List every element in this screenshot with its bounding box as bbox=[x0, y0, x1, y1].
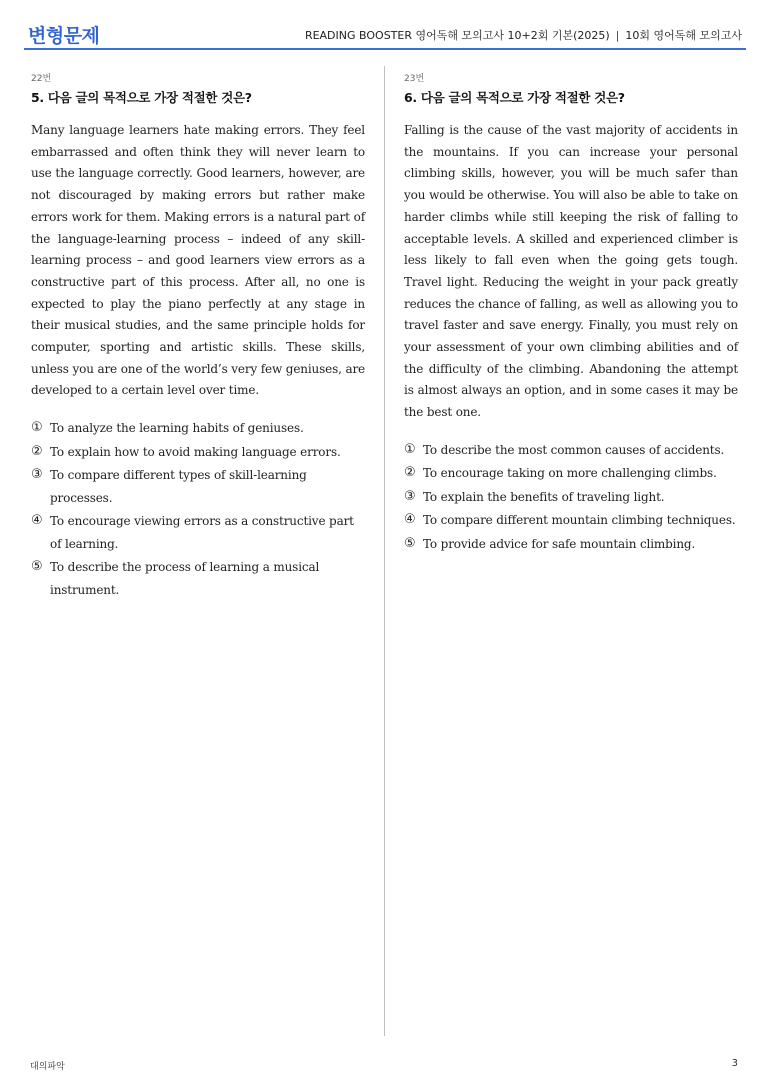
answer-choice-1[interactable] bbox=[31, 417, 365, 440]
choice-number: ④ bbox=[404, 512, 416, 528]
choice-text: To encourage viewing errors as a constructive part of learning. bbox=[50, 514, 354, 551]
answer-choice-5[interactable] bbox=[404, 533, 738, 556]
answer-choice-4[interactable] bbox=[404, 509, 738, 532]
answer-choice-1[interactable] bbox=[404, 439, 738, 462]
choice-number: ① bbox=[31, 420, 43, 436]
choice-number: ③ bbox=[404, 488, 416, 504]
page-header bbox=[24, 18, 746, 50]
book-series: READING BOOSTER 영어독해 모의고사 10+2회 기본(2025) bbox=[304, 29, 610, 42]
answer-choices bbox=[404, 439, 738, 556]
footer-label: 대의파악 bbox=[30, 1062, 65, 1072]
choice-text: To explain how to avoid making language errors. bbox=[50, 444, 341, 459]
book-section: 10회 영어독해 모의고사 bbox=[625, 29, 742, 42]
choice-text: To explain the benefits of traveling light. bbox=[423, 489, 665, 504]
answer-choice-5[interactable] bbox=[31, 556, 365, 601]
question-passage: Many language learners hate making errors. They feel embarrassed and often think they will never learn to use the language correctly. Good learners, however, are not discouraged by making errors but rather make errors work for them. Making errors is a natural part of the language-learning process – indeed of any skill-learning process – and good learners view errors as a constructive part of this process. After all, no one is expected to play the piano perfectly at any stage in their musical studies, and the same principle holds for computer, sporting and artistic skills. These skills, unless you are one of the world’s very few geniuses, are developed to a certain level over time. bbox=[31, 123, 365, 398]
choice-text: To provide advice for safe mountain climbing. bbox=[423, 536, 696, 551]
header-separator: | bbox=[615, 29, 620, 42]
brand-title: 변형문제 bbox=[28, 25, 100, 47]
answer-choice-2[interactable] bbox=[404, 462, 738, 485]
choice-text: To describe the most common causes of accidents. bbox=[423, 442, 725, 457]
choice-number: ② bbox=[31, 443, 43, 459]
choice-number: ③ bbox=[31, 467, 43, 483]
header-book-info bbox=[305, 27, 742, 43]
question-number: 22번 bbox=[31, 74, 52, 84]
choice-number: ② bbox=[404, 465, 416, 481]
choice-number: ⑤ bbox=[31, 559, 43, 575]
answer-choice-3[interactable] bbox=[31, 464, 365, 509]
question-passage: Falling is the cause of the vast majority of accidents in the mountains. If you can increase your personal climbing skills, however, you will be much safer than you would be otherwise. You will also be able to take on harder climbs while still keeping the risk of falling to acceptable levels. A skilled and experienced climber is less likely to fall even when the going gets tough. Travel light. Reducing the weight in your pack greatly reduces the chance of falling, as well as allowing you to travel faster and save energy. Finally, you must rely on your assessment of your own climbing abilities and of the difficulty of the climbing. Abandoning the attempt is almost always an option, and in some cases it may be the best one. bbox=[404, 123, 738, 420]
choice-number: ① bbox=[404, 441, 416, 457]
choice-number: ④ bbox=[31, 513, 43, 529]
column-divider bbox=[384, 66, 385, 1036]
answer-choice-3[interactable] bbox=[404, 486, 738, 509]
choice-number: ⑤ bbox=[404, 535, 416, 551]
question-number: 23번 bbox=[404, 74, 425, 84]
choice-text: To encourage taking on more challenging climbs. bbox=[423, 466, 717, 481]
choice-text: To analyze the learning habits of geniuses. bbox=[50, 421, 304, 436]
question-title: 5. 다음 글의 목적으로 가장 적절한 것은? bbox=[31, 90, 252, 105]
page-number: 3 bbox=[731, 1058, 738, 1069]
answer-choice-2[interactable] bbox=[31, 441, 365, 464]
question-title: 6. 다음 글의 목적으로 가장 적절한 것은? bbox=[404, 90, 625, 105]
answer-choices bbox=[31, 417, 365, 601]
choice-text: To compare different types of skill-learning processes. bbox=[50, 468, 307, 505]
choice-text: To compare different mountain climbing techniques. bbox=[423, 513, 736, 528]
question-block-22 bbox=[31, 71, 365, 602]
question-block-23 bbox=[404, 71, 738, 556]
choice-text: To describe the process of learning a musical instrument. bbox=[50, 560, 320, 597]
answer-choice-4[interactable] bbox=[31, 510, 365, 555]
